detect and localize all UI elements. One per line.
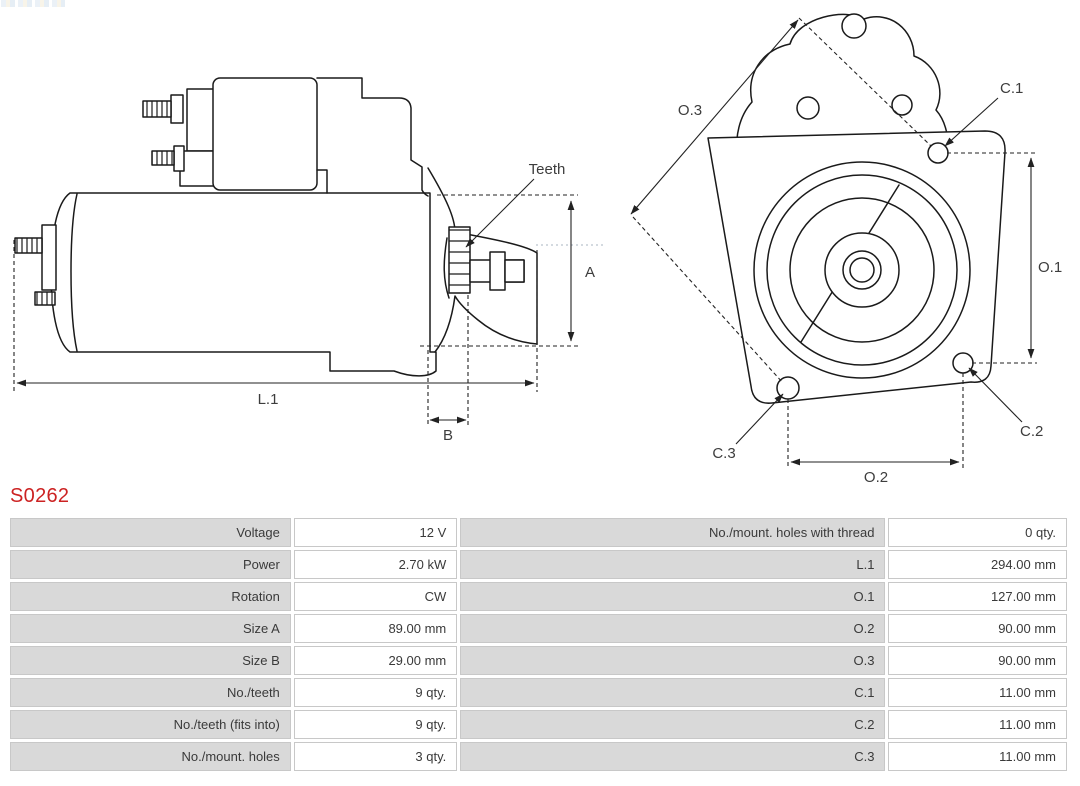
hole-c2 (953, 353, 973, 373)
spec-right-label: O.3 (460, 646, 885, 675)
spec-right-value: 11.00 mm (888, 710, 1067, 739)
spec-right-value: 11.00 mm (888, 678, 1067, 707)
spec-row (10, 646, 1067, 675)
spec-left-label: Rotation (10, 582, 291, 611)
spec-left-value: 9 qty. (294, 710, 457, 739)
spec-left-label: No./mount. holes (10, 742, 291, 771)
spec-right-value: 90.00 mm (888, 646, 1067, 675)
spec-left-value: 12 V (294, 518, 457, 547)
spec-right-label: C.1 (460, 678, 885, 707)
spec-row (10, 678, 1067, 707)
dim-label-o2: O.2 (863, 469, 889, 484)
spec-row (10, 614, 1067, 643)
spec-right-label: O.2 (460, 614, 885, 643)
spec-row (10, 742, 1067, 771)
motor-body (51, 193, 436, 376)
spec-left-label: Power (10, 550, 291, 579)
hub (825, 233, 899, 307)
dim-label-o3: O.3 (677, 102, 703, 119)
dim-label-c2: C.2 (1020, 423, 1044, 440)
spec-left-value: 9 qty. (294, 678, 457, 707)
spec-row (10, 550, 1067, 579)
spec-right-value: 11.00 mm (888, 742, 1067, 771)
spec-right-label: O.1 (460, 582, 885, 611)
rear-stud-thread (15, 238, 42, 253)
teeth-leader-line (466, 179, 534, 247)
spec-right-label: No./mount. holes with thread (460, 518, 885, 547)
spec-right-value: 127.00 mm (888, 582, 1067, 611)
spec-left-value: CW (294, 582, 457, 611)
spec-right-label: L.1 (460, 550, 885, 579)
dim-label-a: A (585, 264, 596, 281)
dim-label-c3: C.3 (712, 445, 736, 462)
spec-left-label: No./teeth (fits into) (10, 710, 291, 739)
spec-left-label: No./teeth (10, 678, 291, 707)
spec-left-value: 89.00 mm (294, 614, 457, 643)
pinion-gear (449, 227, 470, 293)
spec-row (10, 518, 1067, 547)
spec-left-label: Size B (10, 646, 291, 675)
spec-table (7, 515, 1070, 774)
terminal-stud-upper (143, 101, 171, 117)
c2-leader-line (969, 368, 1022, 422)
spec-left-value: 3 qty. (294, 742, 457, 771)
flange-hole-left (797, 97, 819, 119)
spec-left-value: 2.70 kW (294, 550, 457, 579)
spec-right-value: 294.00 mm (888, 550, 1067, 579)
spec-right-label: C.2 (460, 710, 885, 739)
spec-left-value: 29.00 mm (294, 646, 457, 675)
spec-row (10, 582, 1067, 611)
spec-left-label: Voltage (10, 518, 291, 547)
drive-end-bracket (317, 78, 428, 196)
dim-label-l1: L.1 (257, 391, 279, 408)
spec-right-value: 0 qty. (888, 518, 1067, 547)
part-number: S0262 (10, 485, 70, 507)
solenoid (213, 78, 317, 190)
rear-stud-lower (35, 292, 55, 305)
terminal-stud-lower (152, 151, 174, 165)
flange-hole-top (842, 14, 866, 38)
dim-label-b: B (442, 427, 454, 444)
spec-right-value: 90.00 mm (888, 614, 1067, 643)
flange-hole-right (892, 95, 912, 115)
spec-right-label: C.3 (460, 742, 885, 771)
spec-row (10, 710, 1067, 739)
side-view-drawing (15, 78, 537, 376)
dim-label-c1: C.1 (1000, 80, 1024, 97)
spec-left-label: Size A (10, 614, 291, 643)
spec-table-body (10, 518, 1067, 771)
dim-label-o1: O.1 (1038, 259, 1063, 276)
dim-label-teeth: Teeth (528, 161, 566, 178)
